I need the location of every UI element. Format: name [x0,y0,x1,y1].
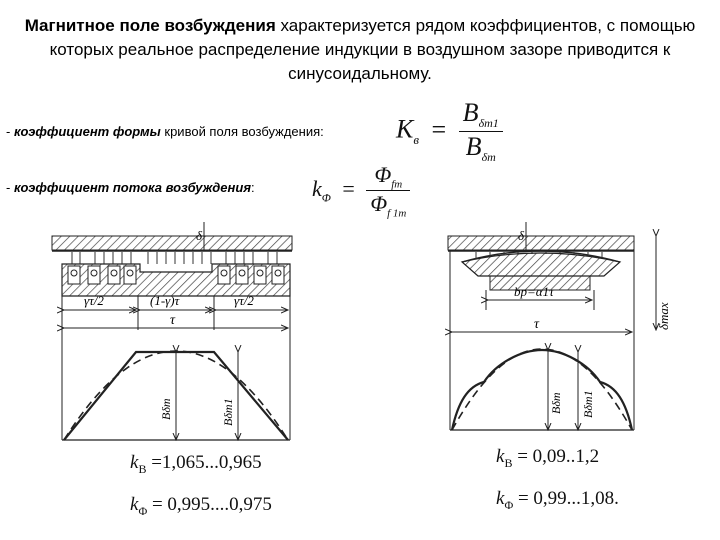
bullet-dash: - [6,124,14,139]
coef-left-kf [130,494,272,519]
right-deltamax-label: δmax [656,302,671,330]
coef-k: k [496,488,505,509]
right-real-curve [452,350,632,430]
formula-kf-num-sub: fm [391,178,403,191]
right-tau-label: τ [534,317,540,332]
coef-left-kb [130,452,262,477]
right-delta-label: δ [518,228,525,243]
formula-kf-num: Φ [374,162,392,187]
right-diagram [448,222,671,430]
right-stator-yoke [448,236,634,250]
bullet-rest: : [250,180,255,195]
formula-kv-num: B [462,98,479,127]
coef-right-kf [496,488,619,513]
coef-val: = 0,99...1,08. [513,488,619,509]
formula-kf-lhs: k [312,175,322,201]
right-bp-label: bp=α1τ [514,284,554,299]
formula-kv-lhs: K [396,114,414,144]
left-tau-label: τ [170,313,176,328]
bullet-emph: коэффициент потока возбуждения [13,180,251,195]
coef-sub: Φ [504,497,514,512]
coef-val: = 0,995....0,975 [147,494,272,515]
left-stator-yoke [52,236,292,250]
bullet-emph: коэффициент формы [13,124,161,139]
coef-k: k [130,452,139,473]
left-b1-label: Bδm [159,398,173,420]
left-field-arrows [72,252,277,264]
formula-kv-den-sub: δm [481,150,496,165]
formula-kf-eq: = [342,175,355,201]
coef-sub: B [504,455,513,470]
formula-kf-lhs-sub: Φ [321,190,331,205]
formula-kv-den: B [465,132,482,162]
bullet-dash: - [6,180,14,195]
formula-kf-den-sub: f 1m [387,207,407,220]
coef-sub: B [138,461,147,476]
formula-kv-lhs-sub: в [413,131,419,147]
bullet-rest: кривой поля возбуждения: [160,124,324,139]
title-rest: характеризуется рядом коэффициентов, с помощью которых реальное распределение индукции в воздушном зазоре приводится к синусоидальному. [49,16,696,83]
coef-right-kb [496,446,599,471]
formula-kf-den: Φ [370,191,388,217]
formula-kv-num-sub: δm1 [478,116,499,131]
left-diagram [52,222,292,440]
right-b1-label: Bδm [549,392,563,414]
title-bold: Магнитное поле возбуждения [24,16,276,35]
right-b2-label: Bδm1 [581,390,595,418]
coef-k: k [130,494,139,515]
formula-kv-eq: = [431,114,447,144]
coef-sub: Φ [138,503,148,518]
coef-val: = 0,09..1,2 [512,446,600,467]
left-seg1-label: γτ/2 [84,293,104,308]
coef-val: =1,065...0,965 [146,452,262,473]
right-sine-curve [452,349,632,430]
left-delta-label: δ [196,228,203,243]
coef-k: k [496,446,505,467]
left-seg3-label: γτ/2 [234,293,254,308]
left-b2-label: Bδm1 [221,398,235,426]
left-seg2-label: (1-γ)τ [150,293,180,308]
